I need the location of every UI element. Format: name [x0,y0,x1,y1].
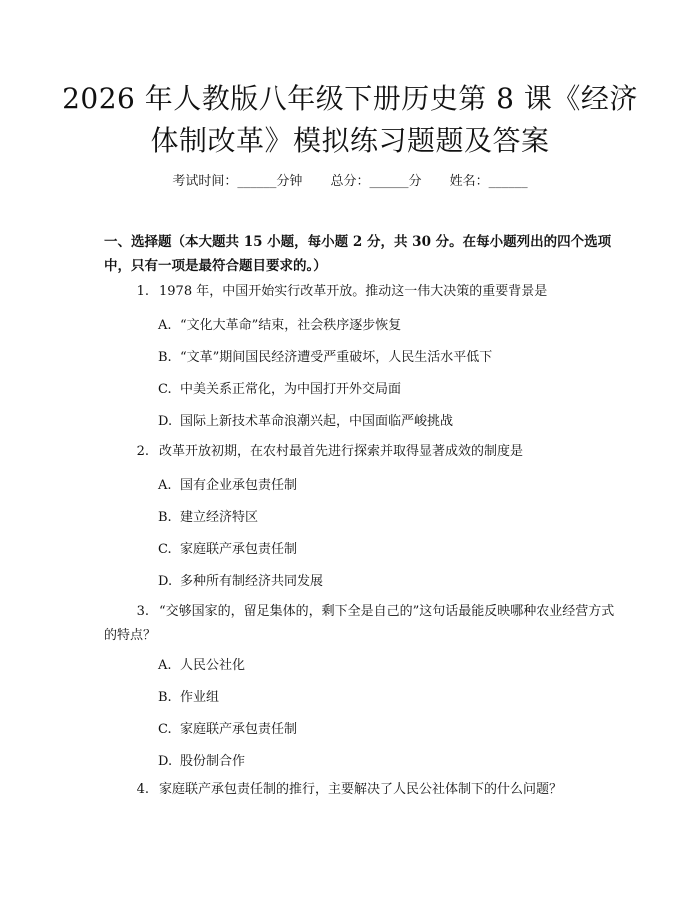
q1-option-a [158,316,618,336]
option-text: 人民公社化 [180,658,246,673]
question-2 [104,440,624,464]
option-letter: A. [158,658,172,673]
section-header-choice: 一、选择题（本大题共 15 小题，每小题 2 分，共 30 分。在每小题列出的四个选项中，只有一项是最符合题目要求的。） [104,234,612,274]
question-3 [104,600,624,648]
q3-option-b [158,688,618,708]
option-text: 建立经济特区 [180,510,259,525]
option-letter: D. [158,754,173,769]
q1-option-c [158,380,618,400]
question-text: “交够国家的，留足集体的，剩下全是自己的”这句话最能反映哪种农业经营方式的特点？ [104,604,615,643]
option-letter: D. [158,574,173,589]
exam-meta [0,170,700,189]
q2-option-d [158,572,618,592]
option-text: “文化大革命”结束，社会秩序逐步恢复 [180,318,402,333]
question-number: 4. [136,782,149,797]
option-text: 家庭联产承包责任制 [180,722,298,737]
question-text: 1978 年，中国开始实行改革开放。推动这一伟大决策的重要背景是 [159,284,548,299]
option-letter: C. [158,722,172,737]
document-title [60,78,640,162]
q1-option-b [158,348,618,368]
question-number: 1. [136,284,149,299]
option-letter: B. [158,350,172,365]
student-name-field: 姓名：______ [449,174,528,189]
option-text: 国际上新技术革命浪潮兴起，中国面临严峻挑战 [180,414,454,429]
title-line-2: 体制改革》模拟练习题题及答案 [150,124,550,157]
option-text: 家庭联产承包责任制 [180,542,298,557]
question-text: 改革开放初期，在农村最首先进行探索并取得显著成效的制度是 [159,444,524,459]
q3-option-d [158,752,618,772]
option-text: 作业组 [180,690,220,705]
q3-option-c [158,720,618,740]
option-letter: C. [158,542,172,557]
option-text: 国有企业承包责任制 [180,478,298,493]
total-score-field: 总分：______分 [330,174,422,189]
question-text: 家庭联产承包责任制的推行，主要解决了人民公社体制下的什么问题？ [159,782,563,797]
option-text: “文革”期间国民经济遭受严重破坏，人民生活水平低下 [180,350,493,365]
option-text: 股份制合作 [180,754,246,769]
option-letter: A. [158,318,172,333]
option-letter: B. [158,510,172,525]
option-letter: B. [158,690,172,705]
question-number: 2. [136,444,149,459]
q3-option-a [158,656,618,676]
title-line-1: 2026 年人教版八年级下册历史第 8 课《经济 [62,82,638,115]
option-text: 多种所有制经济共同发展 [180,574,324,589]
question-number: 3. [136,604,149,619]
question-1 [104,280,624,304]
q1-option-d [158,412,618,432]
question-4 [104,778,624,802]
q2-option-b [158,508,618,528]
exam-time-field: 考试时间：______分钟 [172,174,303,189]
option-text: 中美关系正常化，为中国打开外交局面 [180,382,402,397]
q2-option-a [158,476,618,496]
option-letter: C. [158,382,172,397]
q2-option-c [158,540,618,560]
option-letter: D. [158,414,173,429]
option-letter: A. [158,478,172,493]
